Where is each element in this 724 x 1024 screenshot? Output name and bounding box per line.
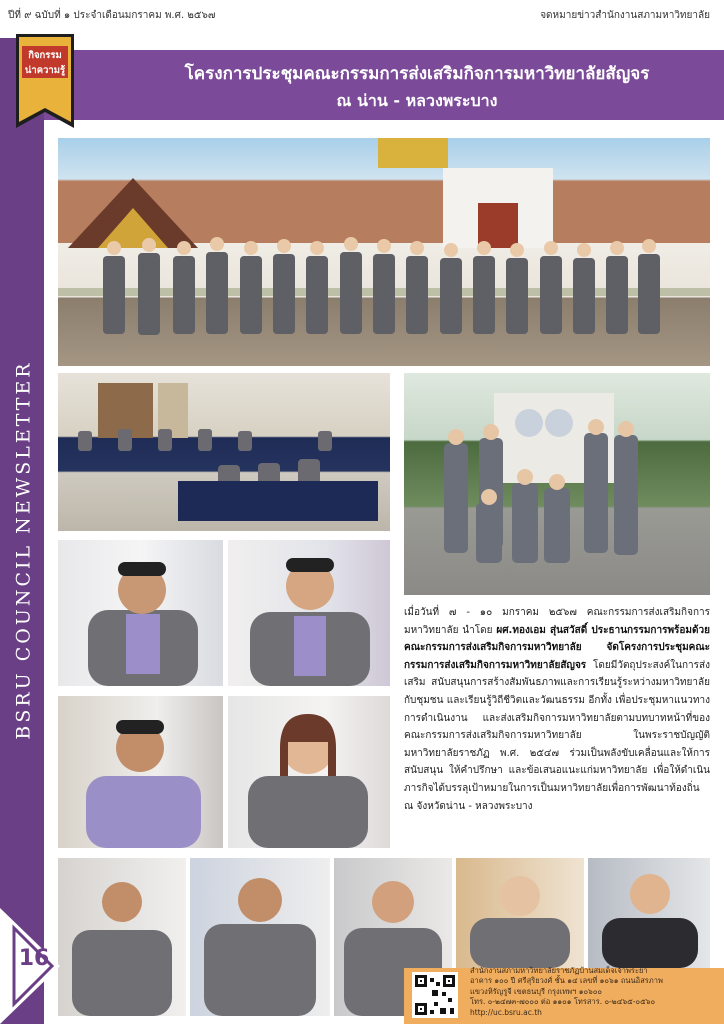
footer-phone: โทร. ๐-๒๔๗๓-๗๐๐๐ ต่อ ๑๑๐๑ โทรสาร. ๐-๒๔๖๕-๐๕๖๐ [470,997,656,1007]
portrait-photo-2 [228,540,390,686]
portrait-photo-1 [58,540,223,686]
speaker-portrait-icon [58,696,223,848]
meeting-room-photo [58,373,390,531]
footer-address [470,966,720,1018]
sidebar-label: BSRU COUNCIL NEWSLETTER [13,360,36,740]
meeting-scene-icon [58,373,390,531]
badge-line2: น่าความรู้ [24,65,66,76]
speaker-portrait-icon [190,858,330,1016]
footer-district: แขวงหิรัญรูจี เขตธนบุรี กรุงเทพฯ ๑๐๖๐๐ [470,986,602,996]
article-leader: ผศ.ทองเอม สุ่นสวัสดิ์ ประธานกรรมการพร้อมด้วย คณะกรรมการส่งเสริมกิจการมหาวิทยาลัย [404,624,710,654]
footer-website-link[interactable]: http://uc.bsru.ac.th [470,1007,542,1017]
page-subtitle: ณ น่าน - หลวงพระบาง [336,91,498,110]
speaker-portrait-icon [228,696,390,848]
speaker-portrait-icon [228,540,390,686]
qr-code-icon [412,972,458,1018]
temple-scene-icon [58,138,710,366]
page-title: โครงการประชุมคณะกรรมการส่งเสริมกิจการมหาวิทยาลัยสัญจร [184,64,650,84]
article-body [404,604,710,815]
page-number: 16 [18,946,50,971]
group-photo-statue [404,373,710,595]
sidebar-label-wrap [4,340,44,760]
speaker-portrait-icon [58,540,223,686]
article-project: จัดโครงการประชุมคณะกรรมการส่งเสริมกิจการมหาวิทยาลัยสัญจร [404,642,710,671]
bottom-photo-2 [190,858,330,1016]
article-intro: เมื่อวันที่ ๗ - ๑๐ มกราคม ๒๕๖๗ คณะกรรมการส่งเสริมกิจการมหาวิทยาลัย นำโดย [404,607,710,636]
badge-label [16,48,74,78]
footer-org: สำนักงานสภามหาวิทยาลัยราชภัฏบ้านสมเด็จเจ้าพระยา [470,966,648,975]
publication-name: จดหมายข่าวสำนักงานสภามหาวิทยาลัย [540,10,710,21]
portrait-photo-3 [58,696,223,848]
article-space [582,642,607,653]
footer-building: อาคาร ๑๐๐ ปี ศรีสุริยวงศ์ ชั้น ๑๔ เลขที่ ๑๐๖๑ ถนนอิสรภาพ [470,976,663,986]
badge-line1: กิจกรรม [28,50,62,61]
group-photo-temple [58,138,710,366]
speaker-portrait-icon [456,858,584,968]
bottom-photo-5 [588,858,710,968]
issue-info: ปีที่ ๙ ฉบับที่ ๑ ประจำเดือนมกราคม พ.ศ. ๒๕๖๗ [8,10,216,21]
speaker-portrait-icon [588,858,710,968]
article-details: โดยมีวัตถุประสงค์ในการส่งเสริม สนับสนุนการสร้างสัมพันธภาพและการเรียนรู้ระหว่างมหาวิทยาลัยกับชุมชน และเรียนรู้วิถีชีวิตและวัฒนธรรม อีกทั้ง เพื่อประชุมหาแนวทางการดำเนินงาน และส่งเสริมกิจการมหาวิทยาลัยตามบทบาทหน้าที่ของคณะกรรมการส่งเสริมกิจการมหาวิทยาลัย ในพระราชบัญญัติมหาวิทยาลัยราชภัฏ พ.ศ. ๒๕๔๗ ร่วมเป็นพลังขับเคลื่อนและให้การสนับสนุน ให้คำปรึกษา และข้อเสนอแนะแก่มหาวิทยาลัย เพื่อให้ดำเนินภารกิจได้บรรลุเป้าหมายในการเป็นมหาวิทยาลัยเพื่อการพัฒนาท้องถิ่น ณ จังหวัดน่าน - หลวงพระบาง [404,659,710,812]
statue-scene-icon [404,373,710,595]
portrait-photo-4 [228,696,390,848]
bottom-photo-4 [456,858,584,968]
